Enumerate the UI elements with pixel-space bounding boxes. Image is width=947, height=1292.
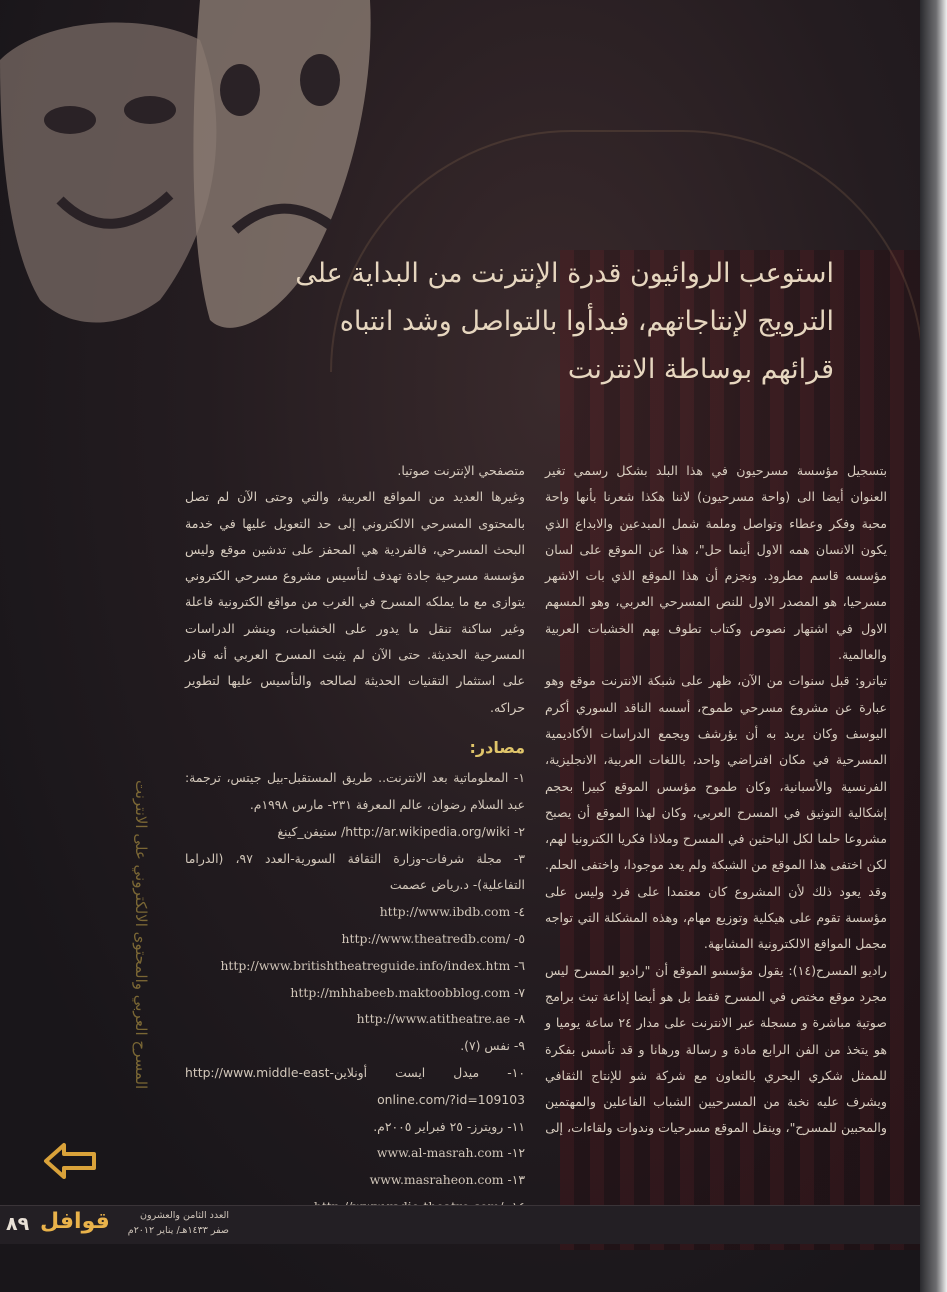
source-item: ١٠- ميدل ايست أونلاين-http://www.middle-east online.com/?id=109103 [185, 1065, 525, 1107]
article-column-left [185, 458, 525, 1221]
source-item: ١١- رويترز- ٢٥ فبراير ٢٠٠٥م. [373, 1118, 525, 1134]
paragraph: وغيرها العديد من المواقع العربية، والتي وحتى الآن لم تصل بالمحتوى المسرحي الالكتروني إلى حد التعويل عليها في خدمة البحث المسرحي، فالفردية هي المحفز على تدشين موقع وليس مؤسسة مسرحية جادة تهدف لتأسيس مشروع مسرحي الكتروني يتوازى مع ما يملكه المسرح في الغرب من مواقع الكترونية فاعلة وغير ساكنة تنقل ما يدور على الخشبات، وينشر الدراسات المسرحية الحديثة. حتى الآن لم يثبت المسرح العربي أنه قادر على استثمار التقنيات الحديثة لصالحه والتأسيس عليها لتطوير حراكه. [185, 489, 525, 715]
source-item: ٣- مجلة شرفات-وزارة الثقافة السورية-العدد ٩٧، (الدراما التفاعلية)- د.رياض عصمت [185, 850, 526, 893]
page-number: ٨٩ [6, 1213, 30, 1235]
paragraph: تياترو: قبل سنوات من الآن، ظهر على شبكة الانترنت موقع وهو عبارة عن مشروع مسرحي طموح، أسسه الناقد السوري أكرم اليوسف وكان يريد به أن يؤرشف ويجمع الدراسات الأكاديمية المسرحية في مكان افتراضي واحد، باللغات العربية، الانجليزية، الفرنسية والأسبانية، وكان طموح مؤسس الموقع كبيرا بحجم إشكالية التوثيق في المسرح العربي، وكان لهذا الموقع أن يصبح مشروعا حلما لكل الباحثين في المسرح وملاذا فكريا الكترونيا لهم، لكن اختفى هذا الموقع من الشبكة ولم يعد موجودا، واختفى الحلم. وقد يعود ذلك لأن المشروع كان معتمدا على فرد وليس على مؤسسة تقوم على هيكلية وتوزيع مهام، وهذه المشكلة التي تواجه مجمل المواقع الالكترونية المشابهة. [545, 673, 887, 952]
paragraph: بتسجيل مؤسسة مسرحيون في هذا البلد بشكل رسمي تغير العنوان أيضا الى (واحة مسرحيون) لاننا هكذا شعرنا بأنها واحة محبة وفكر وعطاء وتواصل وملمة شمل المبدعين والابداع الذي يكون الانسان همه الاول أينما حل"، هذا عن الموقع على لسان مؤسسه قاسم مطرود. ونجزم أن هذا الموقع الذي بات الاشهر مسرحيا، هو المصدر الاول للنص المسرحي العربي، وهو المسهم الاول في اشتهار نصوص وكتاب تطوف بهم الخشبات العربية والعالمية. [545, 463, 887, 663]
issue-info [104, 1208, 229, 1238]
pull-quote-line: استوعب الروائيون قدرة الإنترنت من البداية على [295, 258, 834, 289]
source-item[interactable]: www.al-masrah.com -١٢ [376, 1145, 525, 1161]
source-item[interactable]: http://www.atitheatre.ae -٨ [356, 1011, 525, 1027]
source-item[interactable]: http://mhhabeeb.maktoobblog.com -٧ [290, 984, 525, 1000]
source-item: ٩- نفس (٧). [460, 1038, 525, 1054]
paragraph: راديو المسرح(١٤): يقول مؤسسو الموقع أن "راديو المسرح ليس مجرد موقع مختص في المسرح فقط بل هو أيضا إذاعة تبث برامج صوتية مباشرة و مسجلة عبر الانترنت على مدار ٢٤ ساعة يوميا و هو يتخذ من الفن الرابع مادة و رسالة ورهانا و قد تأسس بفكرة للممثل شكري البحري بالتعاون مع شركة شو للإنتاج الثقافي ويشرف عليه نخبة من المسرحيين الشباب الفاعلين والمهتمين والمحبين للمسرح"، وينقل الموقع مسرحيات وندوات ولقاءات، إلى [545, 962, 888, 1136]
pull-quote-line: الترويج لإنتاجاتهم، فبدأوا بالتواصل وشد انتباه [339, 306, 834, 337]
source-item[interactable]: www.masraheon.com -١٣ [369, 1172, 525, 1188]
pull-quote [234, 250, 834, 394]
sources-list [185, 765, 525, 1221]
source-item[interactable]: http://www.britishtheatreguide.info/index.htm -٦ [220, 957, 525, 973]
sources-heading: مصادر: [469, 737, 525, 757]
section-caption: المسرح العربي والمحتوى الالكتروني على الانترنت [132, 780, 150, 1090]
article-column-right [545, 458, 887, 1142]
arrow-left-icon[interactable] [42, 1140, 98, 1182]
page-footer [0, 1205, 920, 1245]
issue-number: العدد الثامن والعشرون [140, 1210, 229, 1221]
source-item[interactable]: http://www.ibdb.com -٤ [379, 904, 525, 920]
issue-date: صفر ١٤٣٣هـ/ يناير ٢٠١٢م [127, 1225, 229, 1236]
source-item: ٢- http://ar.wikipedia.org/wiki/ ستيفن_كينغ [277, 823, 525, 839]
magazine-logo: قوافل [40, 1209, 110, 1234]
scan-edge [920, 0, 947, 1292]
pull-quote-line: قرائهم بوساطة الانترنت [567, 354, 834, 385]
source-item: ١- المعلوماتية بعد الانترنت.. طريق المستقبل-بيل جيتس، ترجمة: عبد السلام رضوان، عالم المعرفة ٢٣١- مارس ١٩٩٨م. [185, 770, 525, 813]
source-item[interactable]: http://www.theatredb.com/ -٥ [341, 931, 525, 947]
paragraph: متصفحي الإنترنت صوتيا. [397, 463, 525, 478]
